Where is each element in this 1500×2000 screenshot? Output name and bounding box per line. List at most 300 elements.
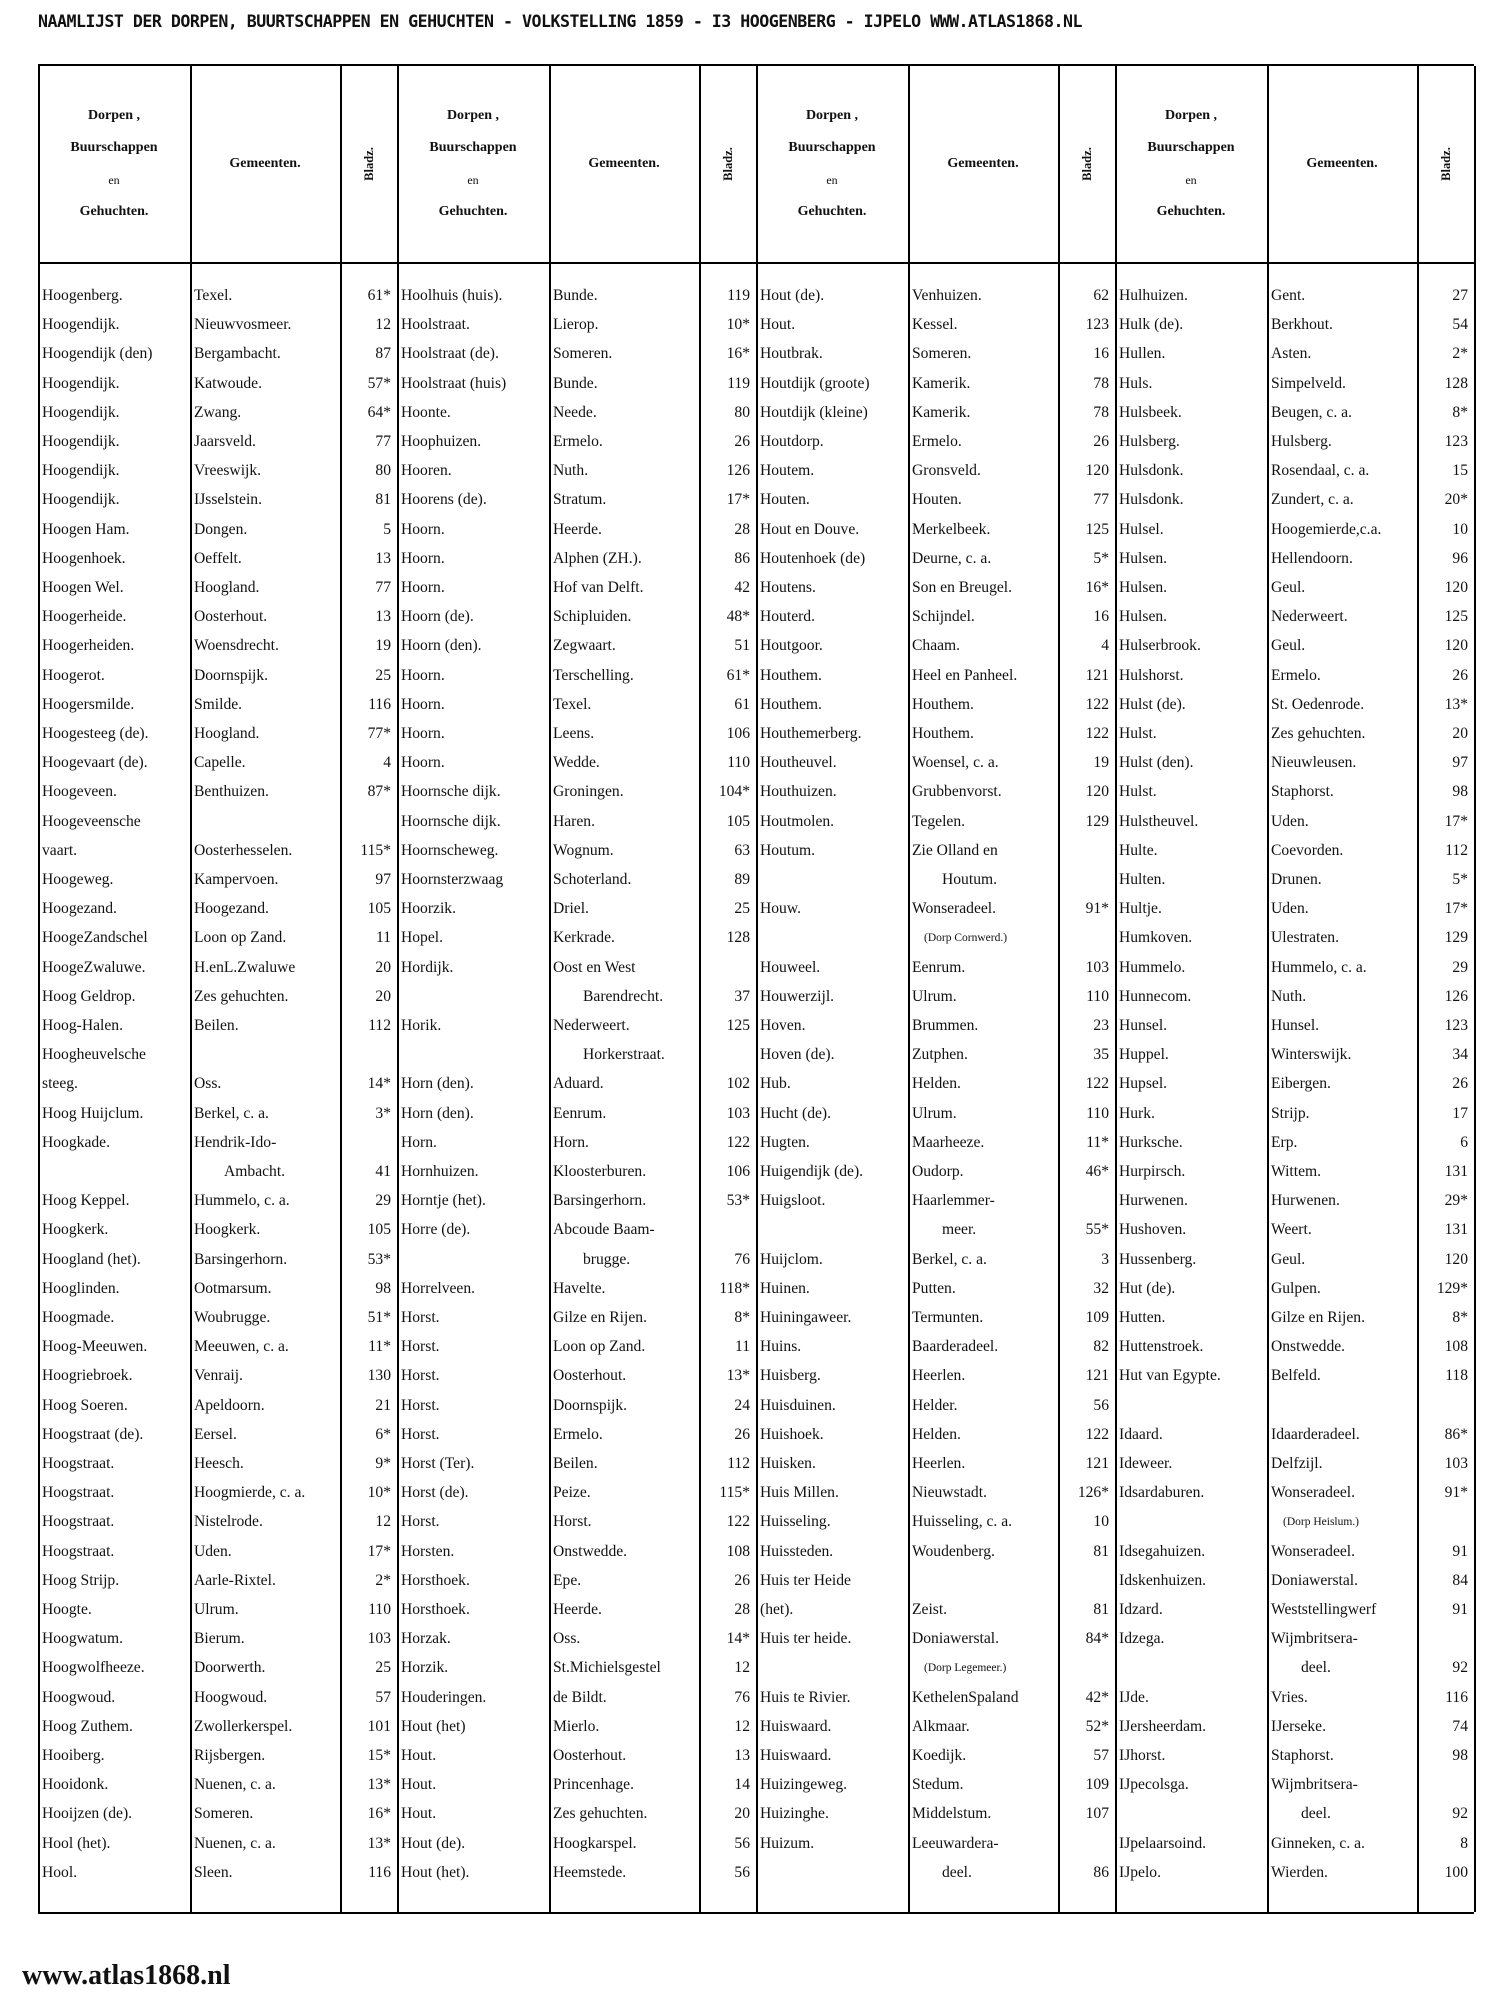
gemeente-name: Lierop.	[553, 316, 599, 334]
gemeente-name: Helden.	[912, 1425, 961, 1443]
gemeente-name: Bunde.	[553, 287, 598, 304]
place-name: Horn (den).	[401, 1104, 474, 1122]
gemeente-name: Hulsberg.	[1271, 433, 1332, 450]
page-number: 103	[1085, 958, 1109, 976]
page-number: 56	[1093, 1396, 1109, 1414]
page-number: 64*	[367, 403, 391, 421]
page-number	[701, 1216, 750, 1244]
gemeente-name: Meeuwen, c. a.	[194, 1338, 289, 1356]
place-name: Houthem.	[760, 695, 822, 713]
place-name: IJpelo.	[1119, 1863, 1162, 1881]
page-number: 105	[726, 812, 750, 830]
gemeente-name: Wonseradeel.	[1271, 1484, 1356, 1502]
gemeente-name: Capelle.	[194, 754, 246, 772]
header-place-line: en	[108, 173, 120, 187]
place-name: Houweel.	[760, 958, 821, 976]
gemeente-name: IJerseke.	[1271, 1717, 1326, 1735]
gemeente-name: Strijp.	[1271, 1104, 1310, 1122]
place-name: Houtmolen.	[760, 812, 835, 830]
gemeente-name: Ulrum.	[194, 1601, 239, 1618]
page-number: 77*	[367, 725, 391, 742]
place-name: Houtdorp.	[760, 433, 824, 450]
gemeente-name: Brummen.	[912, 1017, 979, 1034]
page-number: 130	[367, 1367, 391, 1385]
page-number: 82	[1093, 1338, 1109, 1356]
gemeente-name: Oosterhout.	[553, 1747, 627, 1764]
place-name: IJde.	[1119, 1688, 1149, 1706]
gemeente-name: Zwollerkerspel.	[194, 1717, 293, 1735]
page-number	[1060, 866, 1109, 894]
page-number: 26	[734, 1571, 750, 1589]
gemeente-name: Merkelbeek.	[912, 520, 991, 538]
place-name: Hoogstraat.	[42, 1542, 115, 1560]
page-number: 106	[726, 725, 750, 742]
gemeente-name: Deurne, c. a.	[912, 549, 992, 567]
page-number: 104*	[718, 783, 750, 801]
gemeente-name: Rijsbergen.	[194, 1747, 266, 1764]
gemeente-name: Doniawerstal.	[912, 1630, 1000, 1648]
column-divider	[756, 66, 758, 1912]
gemeente-name: Son en Breugel.	[912, 579, 1013, 596]
page-number: 102	[726, 1075, 750, 1093]
place-name: Huis te Rivier.	[760, 1688, 851, 1706]
header-place-line: Dorpen ,	[446, 108, 500, 123]
page-number: 17	[1452, 1104, 1468, 1122]
page-number: 109	[1085, 1776, 1109, 1794]
gemeente-name: Weert.	[1271, 1221, 1312, 1239]
page-number: 53*	[726, 1192, 750, 1210]
place-name: Hoogwolfheeze.	[42, 1659, 145, 1677]
page-number: 15	[1452, 462, 1468, 480]
place-name: Houtem.	[760, 462, 815, 480]
header-bladz	[340, 66, 397, 262]
gemeente-name: Horst.	[553, 1513, 592, 1531]
page-number	[1060, 1567, 1109, 1595]
gemeente-name: Heerde.	[553, 520, 602, 538]
header-place-line: Gehuchten.	[79, 204, 149, 219]
page-number: 13*	[726, 1367, 750, 1385]
gemeente-name: Beilen.	[194, 1017, 239, 1034]
gemeente-name: Gilze en Rijen.	[1271, 1309, 1365, 1326]
gemeente-name: Wonseradeel.	[912, 900, 997, 918]
gemeente-name: Smilde.	[194, 695, 243, 713]
place-name: Houterd.	[760, 608, 815, 626]
place-name: Humkoven.	[1119, 929, 1193, 947]
place-name: Hultje.	[1119, 900, 1162, 918]
gemeente-name: Mierlo.	[553, 1717, 600, 1735]
place-name: Hoogeweg.	[42, 871, 114, 888]
place-name: IJhorst.	[1119, 1747, 1166, 1764]
gemeente-name: Havelte.	[553, 1279, 606, 1297]
gemeente-name: Driel.	[553, 900, 589, 918]
page-number: 123	[1444, 1017, 1468, 1034]
gemeente-name: Nieuwleusen.	[1271, 754, 1357, 772]
place-name: Hooijzen (de).	[42, 1805, 133, 1823]
place-name	[1119, 1654, 1265, 1682]
gemeente-name: Berkhout.	[1271, 316, 1333, 334]
place-name: Hulsbeek.	[1119, 403, 1182, 421]
page-number: 55*	[1085, 1221, 1109, 1239]
gemeente-name: Putten.	[912, 1279, 956, 1297]
page-number: 2*	[1452, 345, 1468, 363]
place-name: Hoogland (het).	[42, 1250, 141, 1268]
gemeente-name: Horn.	[553, 1133, 589, 1151]
place-name: HoogeZwaluwe.	[42, 958, 146, 976]
gemeente-name: Maarheeze.	[912, 1133, 985, 1151]
gemeente-name: Barsingerhorn.	[553, 1192, 647, 1210]
gemeente-name: Uden.	[194, 1542, 232, 1560]
page-number	[1060, 1654, 1109, 1682]
column-divider	[908, 66, 910, 1912]
column-divider	[1115, 66, 1117, 1912]
gemeente-name: Chaam.	[912, 637, 961, 655]
page-number: 20	[734, 1805, 750, 1823]
page-number: 100	[1444, 1863, 1468, 1881]
place-name: Hoogerheide.	[42, 608, 127, 626]
gemeente-name: Staphorst.	[1271, 1747, 1334, 1764]
page-number: 103	[1444, 1455, 1468, 1472]
page-number: 17*	[367, 1542, 391, 1560]
gemeente-name: Someren.	[553, 345, 613, 363]
place-name: Hoorn.	[401, 754, 445, 772]
page-number: 8*	[734, 1309, 750, 1326]
header-place-line: Gehuchten.	[797, 204, 867, 219]
page-number: 103	[726, 1104, 750, 1122]
page-number: 57*	[367, 374, 391, 392]
place-name	[1119, 1392, 1265, 1420]
page-number: 97	[375, 871, 391, 888]
page-number: 11	[375, 929, 391, 947]
page-number: 16*	[367, 1805, 391, 1823]
gemeente-name: Venraij.	[194, 1367, 243, 1385]
page-number: 9*	[375, 1455, 391, 1472]
page-number: 3	[1101, 1250, 1109, 1268]
page-number: 120	[1085, 462, 1109, 480]
place-name: Houw.	[760, 900, 802, 918]
place-name: Huppel.	[1119, 1046, 1169, 1064]
page-number: 122	[726, 1133, 750, 1151]
page-number: 119	[727, 374, 750, 392]
place-name: Huigsloot.	[760, 1192, 826, 1210]
place-name: Idsegahuizen.	[1119, 1542, 1206, 1560]
place-name: Hoog Geldrop.	[42, 987, 136, 1005]
page-number: 121	[1085, 666, 1109, 684]
page-number: 128	[726, 929, 750, 947]
place-name: Huis Millen.	[760, 1484, 839, 1502]
page-number: 26	[734, 1425, 750, 1443]
header-place	[38, 66, 190, 262]
gemeente-name: Zwang.	[194, 403, 242, 421]
place-name: Houtdijk (kleine)	[760, 403, 868, 421]
gemeente-name: Ermelo.	[553, 433, 603, 450]
header-bladz-label: Bladz.	[720, 147, 735, 181]
place-name: Horst (de).	[401, 1484, 469, 1502]
place-name: Hurwenen.	[1119, 1192, 1188, 1210]
place-name: Hoogstraat.	[42, 1484, 115, 1502]
place-name: Hulshorst.	[1119, 666, 1184, 684]
place-name: Hucht (de).	[760, 1104, 832, 1122]
gemeente-name: Woudenberg.	[912, 1542, 995, 1560]
place-name: Hoogwatum.	[42, 1630, 123, 1648]
place-name: Hulstheuvel.	[1119, 812, 1199, 830]
page-number: 26	[734, 433, 750, 450]
place-name: Horn.	[401, 1133, 437, 1151]
place-name: Houthuizen.	[760, 783, 837, 801]
gemeente-name: Hoogemierde,c.a.	[1271, 520, 1382, 538]
gemeente-name: Zes gehuchten.	[194, 987, 289, 1005]
page-number: 25	[734, 900, 750, 918]
header-place-line: Dorpen ,	[805, 108, 859, 123]
page-number: 78	[1093, 403, 1109, 421]
place-name: Hoorn.	[401, 579, 445, 596]
page-number: 96	[1452, 549, 1468, 567]
gemeente-name: Nederweert.	[553, 1017, 630, 1034]
gemeente-name: Zes gehuchten.	[553, 1805, 648, 1823]
header-place-line: en	[1185, 173, 1197, 187]
page-number: 32	[1093, 1279, 1109, 1297]
page-number	[1060, 924, 1109, 952]
place-name: Horre (de).	[401, 1221, 471, 1239]
gemeente-name: Terschelling.	[553, 666, 634, 684]
page-number: 12	[375, 316, 391, 334]
place-name: Hulsen.	[1119, 549, 1168, 567]
header-bladz	[1058, 66, 1115, 262]
place-name: Hub.	[760, 1075, 791, 1093]
page-number: 91*	[1085, 900, 1109, 918]
gemeente-name: Bierum.	[194, 1630, 245, 1648]
place-name: Hoogmade.	[42, 1309, 115, 1326]
gemeente-name: Sleen.	[194, 1863, 233, 1881]
page-number: 122	[1085, 1075, 1109, 1093]
place-name: Hoornsterzwaag	[401, 871, 504, 888]
page-number: 11	[734, 1338, 750, 1356]
place-name: (het).	[760, 1601, 794, 1618]
page-number: 5	[383, 520, 391, 538]
gemeente-name: Schijndel.	[912, 608, 975, 626]
page-number: 122	[1085, 725, 1109, 742]
gemeente-name: Zes gehuchten.	[1271, 725, 1366, 742]
page-number: 112	[368, 1017, 391, 1034]
place-name: Houten.	[760, 491, 810, 509]
page-number: 61*	[367, 287, 391, 304]
gemeente-name: deel.	[1301, 1805, 1331, 1823]
place-name: Hushoven.	[1119, 1221, 1187, 1239]
place-name: Hoog Huijclum.	[42, 1104, 144, 1122]
gemeente-name: Oosterhesselen.	[194, 841, 293, 859]
page-number: 80	[734, 403, 750, 421]
gemeente-name: Wijmbritsera-	[1271, 1776, 1358, 1794]
page-number: 3*	[375, 1104, 391, 1122]
place-name: Hopel.	[401, 929, 444, 947]
gemeente-name: Wonseradeel.	[1271, 1542, 1356, 1560]
place-name: Hoorzik.	[401, 900, 456, 918]
gemeente-name: Winterswijk.	[1271, 1046, 1352, 1064]
place-name: Hulte.	[1119, 841, 1158, 859]
gemeente-name: Doniawerstal.	[1271, 1571, 1359, 1589]
gemeente-name: Stedum.	[912, 1776, 964, 1794]
gemeente-name: Hoogwoud.	[194, 1688, 268, 1706]
page-number: 131	[1444, 1163, 1468, 1180]
gemeente-name: Staphorst.	[1271, 783, 1334, 801]
page-number: 125	[726, 1017, 750, 1034]
gemeente-name: Venhuizen.	[912, 287, 982, 304]
header-place-line: Buurschappen	[788, 140, 876, 155]
page-number: 91	[1452, 1542, 1468, 1560]
gemeente-name: Helden.	[912, 1075, 961, 1093]
gemeente-name: Neede.	[553, 403, 597, 421]
place-name: Hout.	[401, 1805, 437, 1823]
gemeente-name: Abcoude Baam-	[553, 1221, 655, 1239]
place-name: Hoogstraat.	[42, 1455, 115, 1472]
header-place-line: Buurschappen	[429, 140, 517, 155]
place-name: Houtgoor.	[760, 637, 823, 655]
gemeente-name: Peize.	[553, 1484, 591, 1502]
place-name: Hoogenberg.	[42, 287, 123, 304]
gemeente-name: Huisseling, c. a.	[912, 1513, 1013, 1531]
gemeente-name	[912, 1654, 1056, 1682]
page-number: 123	[1085, 316, 1109, 334]
place-name: Hoorn (den).	[401, 637, 482, 655]
page-number: 121	[1085, 1455, 1109, 1472]
page-number: 17*	[1444, 900, 1468, 918]
gemeente-name: Wierden.	[1271, 1863, 1328, 1881]
page-number: 46*	[1085, 1163, 1109, 1180]
gemeente-name: Coevorden.	[1271, 841, 1344, 859]
gemeente-name: Texel.	[553, 695, 592, 713]
place-name: Hooidonk.	[42, 1776, 109, 1794]
page-number: 62	[1093, 287, 1109, 304]
page-number: 125	[1085, 520, 1109, 538]
gemeente-name: Nieuwstadt.	[912, 1484, 987, 1502]
gemeente-name: Kerkrade.	[553, 929, 615, 947]
page-number: 103	[367, 1630, 391, 1648]
gemeente-name: IJsselstein.	[194, 491, 263, 509]
page-number: 20*	[1444, 491, 1468, 509]
gemeente-name: St.Michielsgestel	[553, 1659, 661, 1677]
place-name: Idskenhuizen.	[1119, 1571, 1207, 1589]
place-name	[1119, 1800, 1265, 1828]
page-number: 10	[1093, 1513, 1109, 1531]
page-number: 41	[375, 1163, 391, 1180]
gemeente-name: Loon op Zand.	[194, 929, 287, 947]
gemeente-name: Ginneken, c. a.	[1271, 1834, 1365, 1852]
place-name: Horst.	[401, 1338, 440, 1356]
page-number: 128	[1444, 374, 1468, 392]
gemeente-name: Katwoude.	[194, 374, 262, 392]
place-name: Hooiberg.	[42, 1747, 105, 1764]
page-number: 61*	[726, 666, 750, 684]
header-place-line: en	[826, 173, 838, 187]
place-name: Hoogeveen.	[42, 783, 117, 801]
place-name: Hoogwoud.	[42, 1688, 116, 1706]
gemeente-name: Barendrecht.	[583, 987, 664, 1005]
header-gemeenten: Gemeenten.	[588, 156, 660, 171]
page-number: 42*	[1085, 1688, 1109, 1706]
gemeente-name: Woensel, c. a.	[912, 754, 999, 772]
place-name: Hoogen Ham.	[42, 520, 130, 538]
gemeente-name: Heerlen.	[912, 1367, 966, 1385]
place-name: Hunnecom.	[1119, 987, 1192, 1005]
gemeente-name: Doornspijk.	[194, 666, 269, 684]
gemeente-name: Helder.	[912, 1396, 958, 1414]
gemeente-name: Onstwedde.	[1271, 1338, 1346, 1356]
gemeente-name: Eersel.	[194, 1425, 237, 1443]
place-name: Hoogeveensche	[42, 812, 141, 830]
page-number: 53*	[367, 1250, 391, 1268]
place-name: Houtens.	[760, 579, 816, 596]
page-number: 122	[1085, 695, 1109, 713]
gemeente-name: Simpelveld.	[1271, 374, 1346, 392]
gemeente-name	[1271, 1508, 1415, 1536]
gemeente-name: Doorwerth.	[194, 1659, 266, 1677]
page-number: 98	[1452, 1747, 1468, 1764]
place-name: Hout (de).	[760, 287, 825, 304]
page-number: 20	[375, 987, 391, 1005]
place-name: Hulsdonk.	[1119, 462, 1184, 480]
page-number: 91	[1452, 1601, 1468, 1618]
gemeente-name: Gronsveld.	[912, 462, 981, 480]
gemeente-name: Ulrum.	[912, 987, 957, 1005]
gemeente-name: Geul.	[1271, 637, 1306, 655]
place-name: Huizinghe.	[760, 1805, 829, 1823]
page-number: 81	[1093, 1542, 1109, 1560]
gemeente-name: Berkel, c. a.	[194, 1104, 269, 1122]
gemeente-name: Ermelo.	[1271, 666, 1321, 684]
place-name: Huisberg.	[760, 1367, 821, 1385]
page-number: 21	[375, 1396, 391, 1414]
gemeente-name: Tegelen.	[912, 812, 966, 830]
place-name: Horik.	[401, 1017, 442, 1034]
column-divider	[1267, 66, 1269, 1912]
gemeente-name: Beilen.	[553, 1455, 598, 1472]
place-name: Hoogendijk.	[42, 491, 120, 509]
gemeente-name: Houtum.	[942, 871, 998, 888]
gemeente-name: Schipluiden.	[553, 608, 632, 626]
place-name: Hoogen Wel.	[42, 579, 124, 596]
gemeente-name: Idaarderadeel.	[1271, 1425, 1360, 1443]
gemeente-name: Aduard.	[553, 1075, 604, 1093]
page-number: 115*	[719, 1484, 750, 1502]
page-number: 116	[368, 695, 391, 713]
gemeente-name: Kloosterburen.	[553, 1163, 647, 1180]
gemeente-name: Heerlen.	[912, 1455, 966, 1472]
gemeente-name	[912, 1567, 1056, 1595]
page-number: 74	[1452, 1717, 1468, 1735]
place-name: Hoogendijk.	[42, 403, 120, 421]
page-number: 86*	[1444, 1425, 1468, 1443]
gemeente-name: Onstwedde.	[553, 1542, 628, 1560]
page-number: 105	[367, 900, 391, 918]
page-number: 19	[375, 637, 391, 655]
column-divider	[397, 66, 399, 1912]
gemeente-name: Haarlemmer-	[912, 1192, 995, 1210]
page-number: 35	[1093, 1046, 1109, 1064]
gemeente-name: Bunde.	[553, 374, 598, 392]
page-number: 92	[1452, 1659, 1468, 1677]
place-name: Horsthoek.	[401, 1571, 470, 1589]
gemeente-name: Nistelrode.	[194, 1513, 263, 1531]
gemeente-name: Ootmarsum.	[194, 1279, 272, 1297]
gemeente-name: Geul.	[1271, 1250, 1306, 1268]
place-name: (Dorp Heislum.)	[1283, 1516, 1360, 1529]
column-divider	[1474, 66, 1476, 1912]
page-number: 28	[734, 520, 750, 538]
page-number: 10*	[367, 1484, 391, 1502]
page-number: 4	[383, 754, 391, 772]
page-number: 2*	[375, 1571, 391, 1589]
page-number: 11*	[368, 1338, 391, 1356]
gemeente-name: Erp.	[1271, 1133, 1298, 1151]
